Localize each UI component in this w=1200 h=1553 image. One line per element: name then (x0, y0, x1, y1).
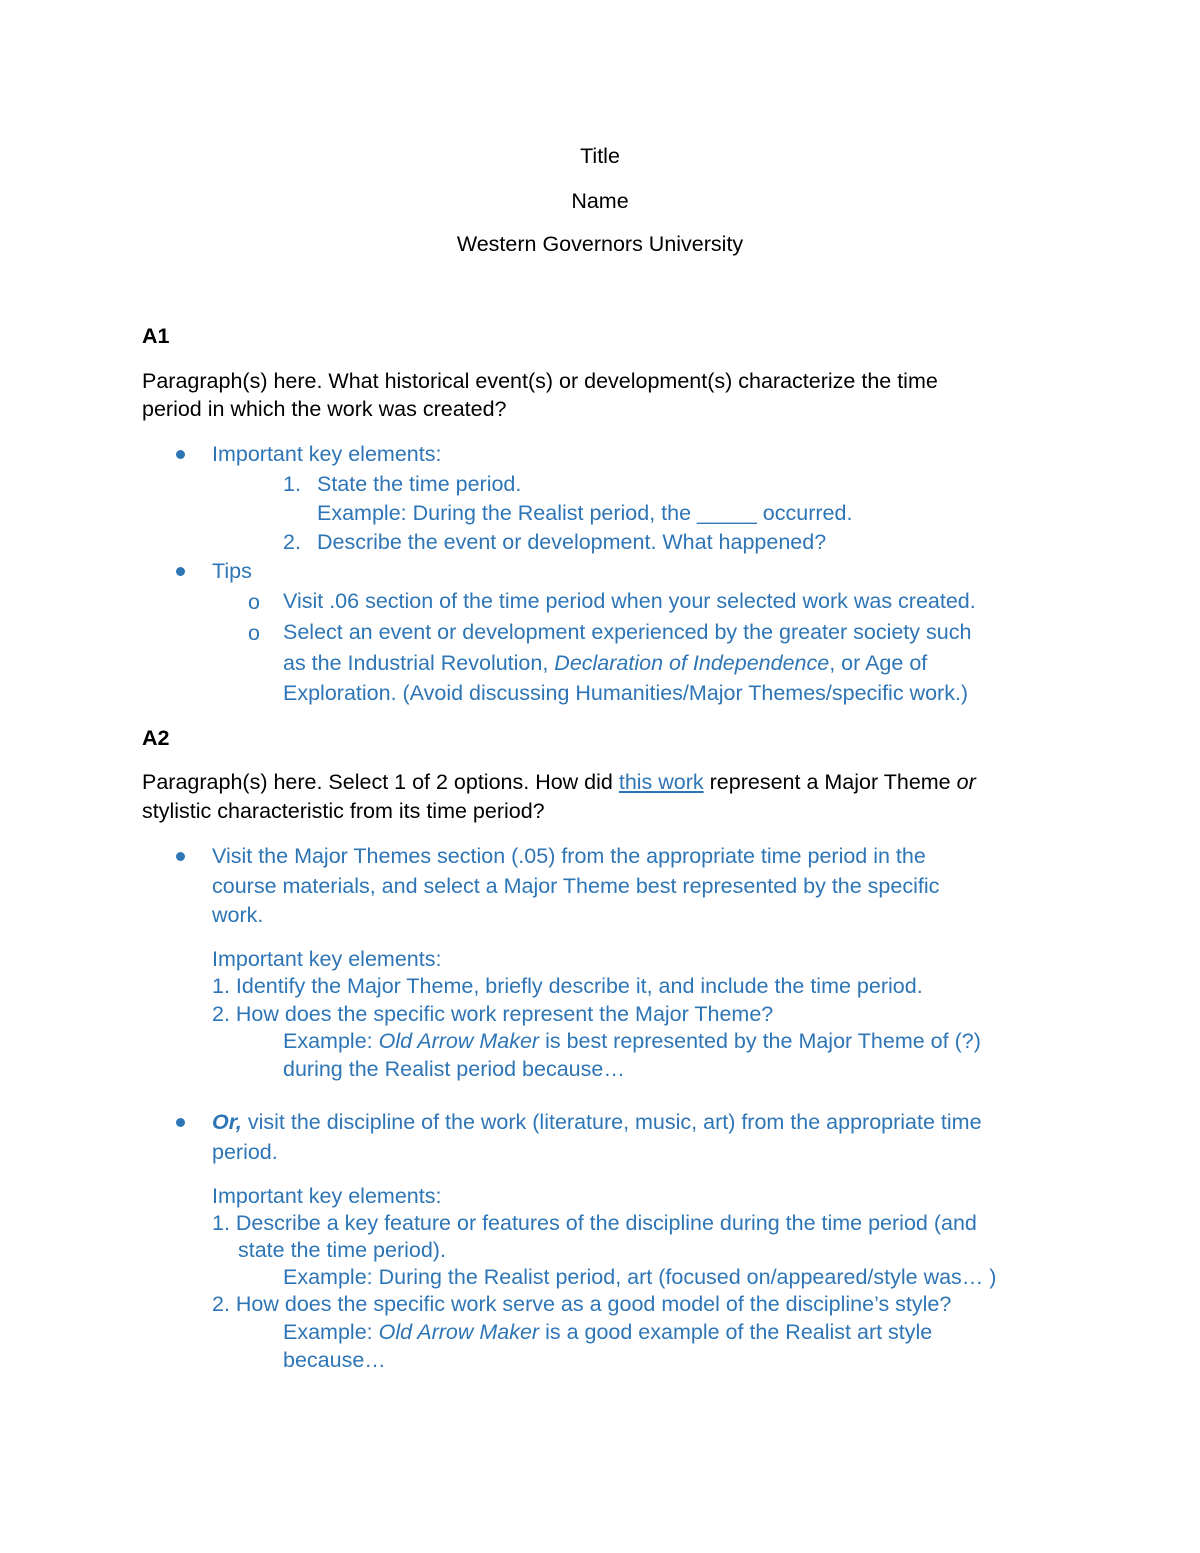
bullet-dot-icon (176, 852, 185, 861)
a2-option2-item: 1. Describe a key feature or features of the discipline during the time period (and (212, 1211, 977, 1235)
a2-option1-example (283, 1026, 981, 1056)
a2-option2-text: period. (212, 1140, 278, 1164)
section-heading-a1: A1 (142, 324, 170, 348)
a2-paragraph-line (142, 767, 976, 797)
a1-key-elements-label: Important key elements: (212, 442, 442, 466)
a2-paragraph-part: represent a Major Theme (703, 770, 957, 794)
a2-option1-example: during the Realist period because… (283, 1057, 625, 1081)
a2-option1-text: work. (212, 903, 264, 927)
or-label: Or, (212, 1110, 242, 1134)
a2-option2-text (212, 1107, 982, 1137)
bullet-dot-icon (176, 567, 185, 576)
a2-option2-example: because… (283, 1348, 386, 1372)
a2-paragraph-line: stylistic characteristic from its time period? (142, 799, 545, 823)
a2-paragraph-italic: or (956, 770, 976, 794)
a2-option2-item: 2. How does the specific work serve as a good model of the discipline’s style? (212, 1292, 952, 1316)
author-name: Name (571, 189, 629, 213)
circle-bullet-icon: o (248, 621, 260, 645)
a1-paragraph-line: period in which the work was created? (142, 397, 507, 421)
a2-paragraph-part: Paragraph(s) here. Select 1 of 2 options. How did (142, 770, 619, 794)
a2-option2-part: visit the discipline of the work (literature, music, art) from the appropriate time (241, 1110, 982, 1134)
example-part: Example: (283, 1029, 379, 1053)
list-number: 1. (283, 472, 301, 496)
a1-tip-text: Exploration. (Avoid discussing Humanities/Major Themes/specific work.) (283, 681, 969, 705)
university-name: Western Governors University (456, 232, 744, 256)
bullet-dot-icon (176, 450, 185, 459)
a1-tip-text-italic: Declaration of Independence (554, 651, 830, 675)
example-italic: Old Arrow Maker (378, 1029, 540, 1053)
example-part: Example: (283, 1320, 379, 1344)
example-part: is a good example of the Realist art style (539, 1320, 933, 1344)
a2-option1-item: 1. Identify the Major Theme, briefly describe it, and include the time period. (212, 974, 923, 998)
document-title: Title (580, 144, 620, 168)
list-number: 2. (283, 530, 301, 554)
section-heading-a2: A2 (142, 726, 170, 750)
a1-tip-text (283, 648, 927, 678)
a1-item-text: Describe the event or development. What happened? (317, 530, 827, 554)
circle-bullet-icon: o (248, 590, 260, 614)
a2-option1-key-label: Important key elements: (212, 947, 442, 971)
a1-tip-text-part: as the Industrial Revolution, (283, 651, 555, 675)
a1-item-text: State the time period. (317, 472, 522, 496)
a2-option2-key-label: Important key elements: (212, 1184, 442, 1208)
a2-option2-example: Example: During the Realist period, art (focused on/appeared/style was… ) (283, 1265, 997, 1289)
example-italic: Old Arrow Maker (378, 1320, 540, 1344)
a2-option1-text: course materials, and select a Major Theme best represented by the specific (212, 874, 940, 898)
this-work-link[interactable]: this work (618, 770, 704, 794)
a2-option2-item: state the time period). (238, 1238, 446, 1262)
a1-tip-text: Visit .06 section of the time period when your selected work was created. (283, 589, 976, 613)
a1-paragraph-line: Paragraph(s) here. What historical event(s) or development(s) characterize the time (142, 369, 938, 393)
a1-tip-text-part: , or Age of (829, 651, 928, 675)
a1-item-example: Example: During the Realist period, the _____ occurred. (317, 501, 853, 525)
a1-tips-label: Tips (212, 559, 252, 583)
bullet-dot-icon (176, 1118, 185, 1127)
example-part: is best represented by the Major Theme of (?) (539, 1029, 981, 1053)
a2-option1-text: Visit the Major Themes section (.05) from the appropriate time period in the (212, 844, 926, 868)
a1-tip-text: Select an event or development experienced by the greater society such (283, 620, 972, 644)
a2-option2-example (283, 1317, 932, 1347)
a2-option1-item: 2. How does the specific work represent the Major Theme? (212, 1002, 774, 1026)
